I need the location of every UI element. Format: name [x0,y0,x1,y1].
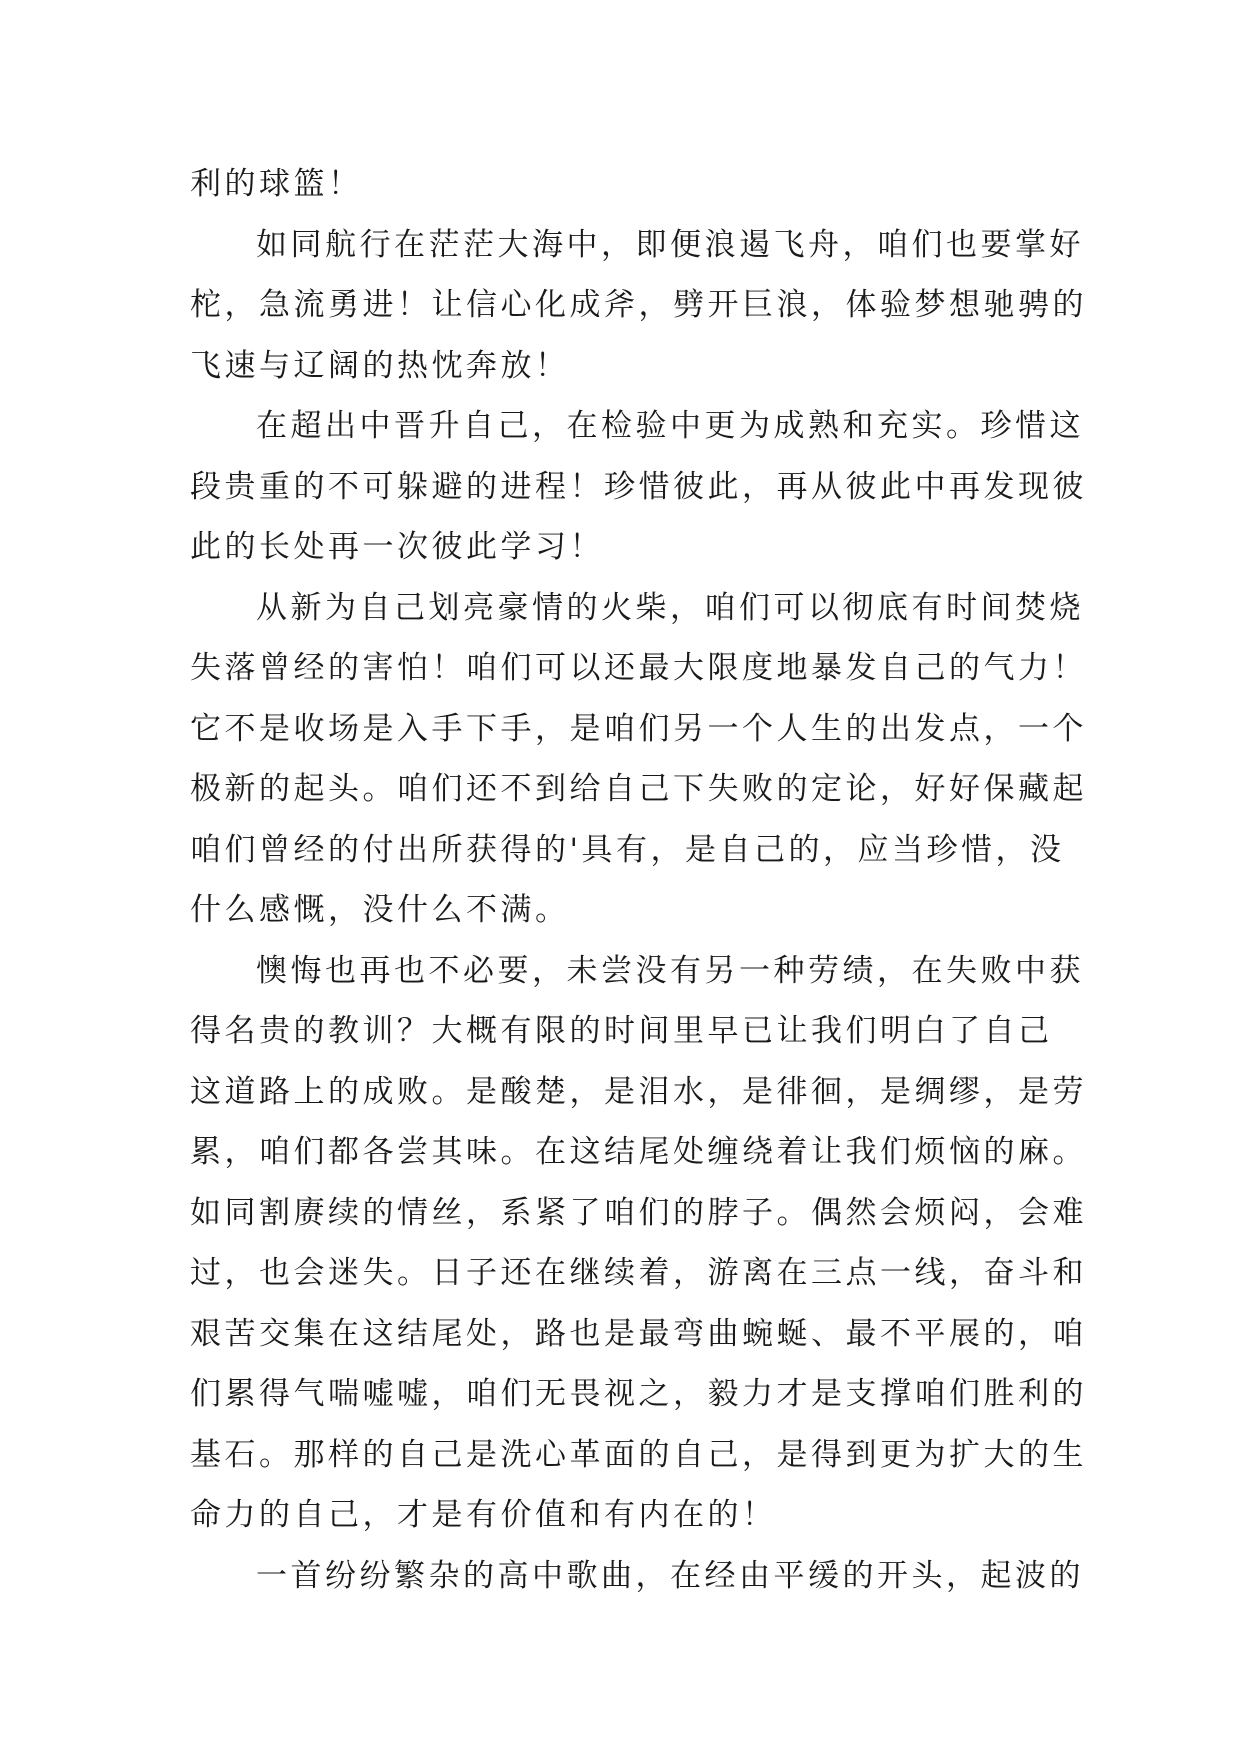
paragraph-start-line: 如同航行在茫茫大海中，即便浪遏飞舟，咱们也要掌好 [256,226,1084,263]
paragraph-start-line: 懊悔也再也不必要，未尝没有另一种劳绩，在失败中获 [256,952,1084,989]
text-line: 柁，急流勇进！让信心化成斧，劈开巨浪，体验梦想驰骋的 [190,287,1087,323]
text-line: 艰苦交集在这结尾处，路也是最弯曲蜿蜒、最不平展的，咱 [190,1315,1087,1352]
text-line: 这道路上的成败。是酸楚，是泪水，是徘徊，是绸缪，是劳 [190,1073,1087,1110]
text-line: 基石。那样的自己是洗心革面的自己，是得到更为扩大的生 [190,1436,1087,1473]
text-line: 什么感慨，没什么不满。 [190,892,570,928]
paragraph-start-line: 从新为自己划亮豪情的火柴，咱们可以彻底有时间焚烧 [256,589,1084,626]
text-line: 累，咱们都各尝其味。在这结尾处缠绕着让我们烦恼的麻。 [190,1134,1087,1170]
paragraph-start-line: 在超出中晋升自己，在检验中更为成熟和充实。珍惜这 [256,408,1084,444]
text-line: 它不是收场是入手下手，是咱们另一个人生的出发点，一个 [190,710,1087,747]
text-line: 命力的自己，才是有价值和有内在的！ [190,1497,777,1533]
text-line: 极新的起头。咱们还不到给自己下失败的定论，好好保藏起 [190,771,1087,807]
text-line: 过，也会迷失。日子还在继续着，游离在三点一线，奋斗和 [190,1255,1087,1291]
text-line: 得名贵的教训？大概有限的时间里早已让我们明白了自己 [190,1013,1053,1049]
text-line: 此的长处再一次彼此学习！ [190,529,604,565]
text-line: 飞速与辽阔的热忱奔放！ [190,347,570,384]
text-line: 段贵重的不可躲避的进程！珍惜彼此，再从彼此中再发现彼 [190,468,1087,505]
text-line: 如同割赓续的情丝，系紧了咱们的脖子。偶然会烦闷，会难 [190,1194,1087,1231]
text-line: 们累得气喘嘘嘘，咱们无畏视之，毅力才是支撑咱们胜利的 [190,1376,1087,1412]
text-line: 咱们曾经的付出所获得的'具有，是自己的，应当珍惜，没 [190,831,1065,868]
paragraph-start-line: 一首纷纷繁杂的高中歌曲，在经由平缓的开头，起波的 [256,1557,1084,1594]
text-line: 利的球篮！ [190,166,363,202]
body-text [190,154,1090,1606]
text-line: 失落曾经的害怕！咱们可以还最大限度地暴发自己的气力！ [190,650,1087,686]
